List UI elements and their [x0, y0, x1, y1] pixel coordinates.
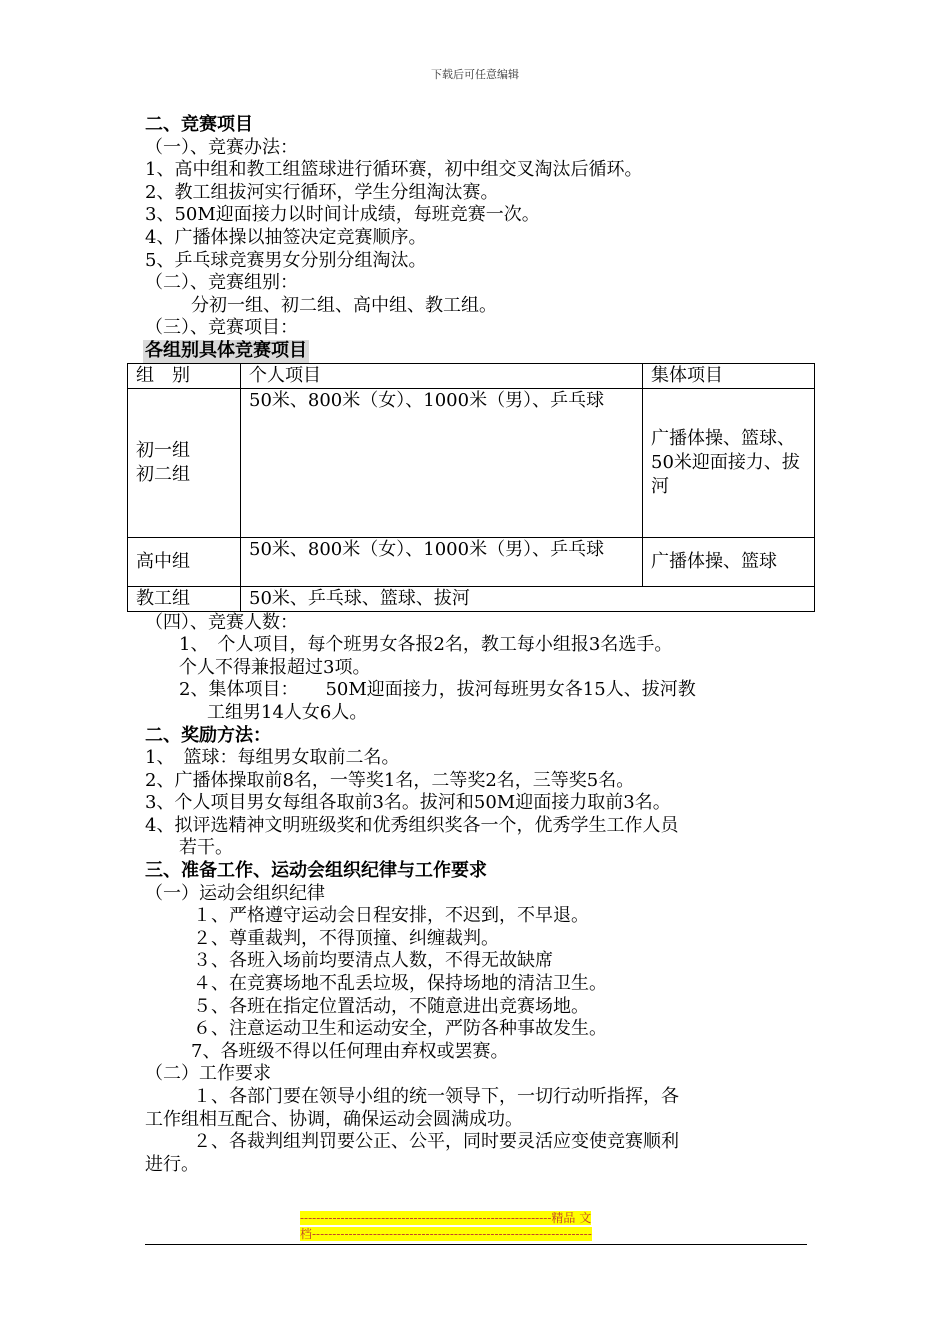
discipline-item-4: ４、在竞赛场地不乱丢垃圾，保持场地的清洁卫生。 — [193, 973, 607, 995]
footer-line-1: --------------------------------------------------------------精品 文 — [300, 1211, 592, 1225]
table-header-team: 集体项目 — [643, 363, 815, 388]
work-item-1: １、各部门要在领导小组的统一领导下，一切行动听指挥，各 — [193, 1086, 679, 1107]
cell-individual: 50米、800米（女）、1000米（男）、乒乓球 — [241, 537, 643, 586]
method-item-1: 1、高中组和教工组篮球进行循环赛，初中组交叉淘汰后循环。 — [145, 159, 643, 181]
work-item-1-cont: 工作组相互配合、协调，确保运动会圆满成功。 — [145, 1108, 523, 1130]
table-row — [128, 388, 815, 537]
table-header-group: 组 别 — [128, 363, 241, 388]
section-title-preparation: 三、准备工作、运动会组织纪律与工作要求 — [145, 860, 487, 882]
section-title-awards: 二、奖励方法： — [145, 724, 271, 746]
award-item-1: 1、 篮球：每组男女取前二名。 — [145, 747, 400, 769]
subsection-groups: （二）、竞赛组别： — [145, 272, 298, 294]
discipline-item-3: ３、各班入场前均要清点人数，不得无故缺席 — [193, 950, 553, 972]
cell-individual: 50米、800米（女）、1000米（男）、乒乓球 — [241, 388, 643, 537]
document-body — [136, 114, 810, 1176]
subsection-work: （二）工作要求 — [145, 1063, 271, 1085]
table-row — [128, 537, 815, 586]
header-note: 下载后可任意编辑 — [431, 68, 519, 81]
participants-item-1-cont: 个人不得兼报超过3项。 — [179, 656, 371, 678]
events-table — [127, 363, 815, 612]
table-row — [128, 586, 815, 611]
method-item-2: 2、教工组拔河实行循环，学生分组淘汰赛。 — [145, 181, 499, 203]
participants-item-2-cont: 工组男14人女6人。 — [207, 701, 368, 723]
cell-individual: 50米、乒乓球、篮球、拔河 — [241, 586, 815, 611]
section-title-events: 二、竞赛项目 — [145, 114, 253, 135]
subsection-items: （三）、竞赛项目： — [145, 317, 298, 339]
discipline-item-2: ２、尊重裁判，不得顶撞、纠缠裁判。 — [193, 927, 499, 949]
award-item-3: 3、个人项目男女每组各取前3名。拔河和50M迎面接力取前3名。 — [145, 792, 671, 814]
discipline-item-5: ５、各班在指定位置活动，不随意进出竞赛场地。 — [193, 995, 589, 1017]
cell-team: 广播体操、篮球、50米迎面接力、拔河 — [643, 388, 815, 537]
discipline-item-7: 7、各班级不得以任何理由弃权或罢赛。 — [191, 1040, 509, 1062]
footer-note — [300, 1210, 650, 1242]
work-item-2: ２、各裁判组判罚要公正、公平，同时要灵活应变使竞赛顺利 — [193, 1131, 679, 1153]
method-item-4: 4、广播体操以抽签决定竞赛顺序。 — [145, 226, 427, 248]
discipline-item-6: ６、注意运动卫生和运动安全，严防各种事故发生。 — [193, 1018, 607, 1040]
award-item-2: 2、广播体操取前8名，一等奖1名，二等奖2名，三等奖5名。 — [145, 769, 635, 791]
table-header-individual: 个人项目 — [241, 363, 643, 388]
award-item-4-cont: 若干。 — [179, 837, 233, 859]
cell-team: 广播体操、篮球 — [643, 537, 815, 586]
work-item-2-cont: 进行。 — [145, 1153, 199, 1175]
cell-group: 高中组 — [128, 537, 241, 586]
table-title: 各组别具体竞赛项目 — [145, 339, 307, 361]
participants-item-2: 2、集体项目： 50M迎面接力，拔河每班男女各15人、拔河教 — [179, 679, 696, 701]
method-item-3: 3、50M迎面接力以时间计成绩，每班竞赛一次。 — [145, 204, 540, 226]
footer-divider — [145, 1244, 807, 1245]
award-item-4: 4、拟评选精神文明班级奖和优秀组织奖各一个，优秀学生工作人员 — [145, 814, 679, 836]
footer-line-2: 档--------------------------------------------------------------------- — [300, 1227, 592, 1241]
method-item-5: 5、乒乓球竞赛男女分别分组淘汰。 — [145, 249, 427, 271]
groups-text: 分初一组、初二组、高中组、教工组。 — [191, 294, 497, 316]
cell-group: 教工组 — [128, 586, 241, 611]
cell-group: 初一组 初二组 — [128, 388, 241, 537]
subsection-participants: （四）、竞赛人数： — [145, 611, 298, 633]
subsection-discipline: （一）运动会组织纪律 — [145, 882, 325, 904]
discipline-item-1: １、严格遵守运动会日程安排，不迟到，不早退。 — [193, 905, 589, 927]
participants-item-1: 1、 个人项目，每个班男女各报2名，教工每小组报3名选手。 — [179, 634, 673, 656]
subsection-methods: （一）、竞赛办法： — [145, 136, 298, 158]
